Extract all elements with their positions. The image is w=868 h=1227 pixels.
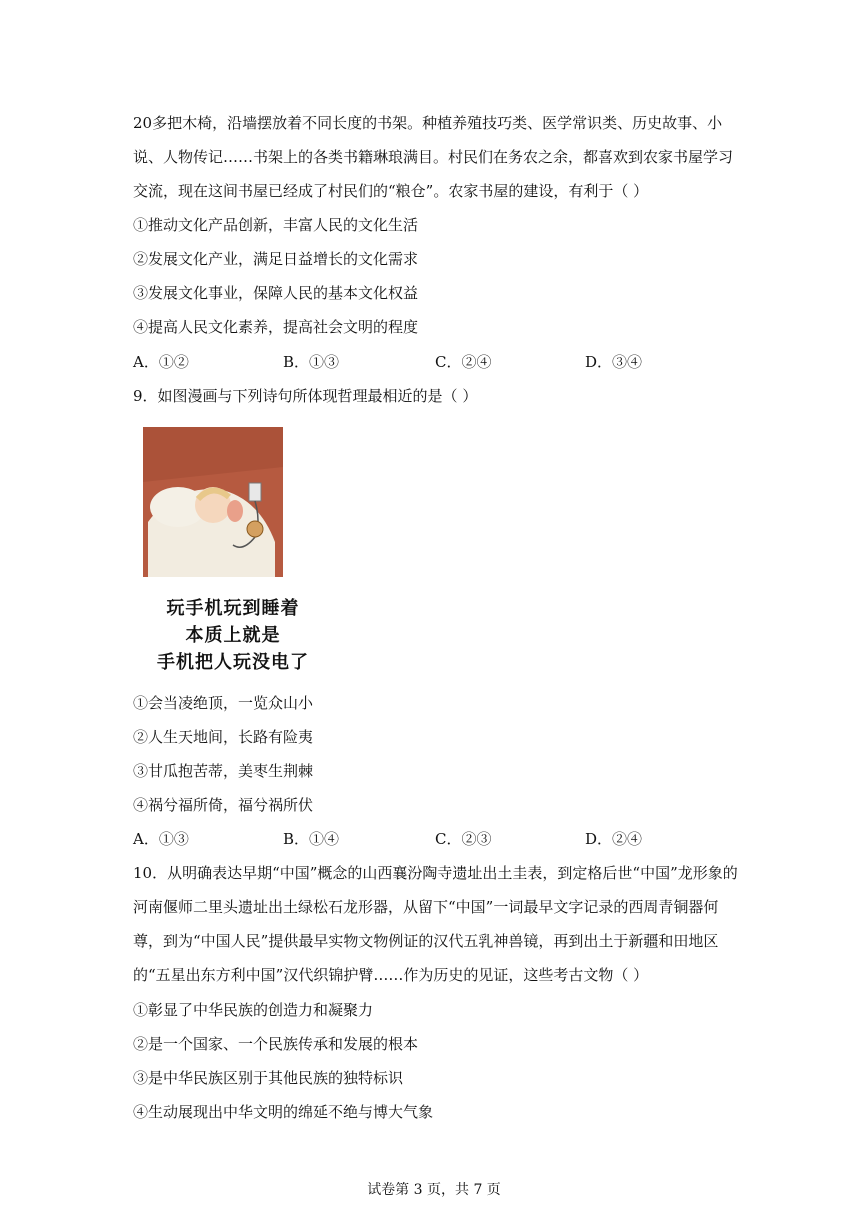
q9-item-3: ③甘瓜抱苦蒂，美枣生荆棘 [133,762,314,780]
q9-item-1: ①会当凌绝顶，一览众山小 [133,694,314,712]
q8-item-3: ③发展文化事业，保障人民的基本文化权益 [133,284,419,302]
q8-item-1: ①推动文化产品创新，丰富人民的文化生活 [133,216,419,234]
q10-item-1: ①彰显了中华民族的创造力和凝聚力 [133,1001,374,1019]
q8-stem: 20多把木椅，沿墙摆放着不同长度的书架。种植养殖技巧类、医学常识类、历史故事、小说、人物传记……书架上的各类书籍琳琅满目。村民们在务农之余，都喜欢到农家书屋学习交流，现在这间书屋已经成了村民们的“粮仓”。农家书屋的建设，有利于（ ） [133,114,734,200]
hand [227,500,243,522]
q8-choice-c: C．②④ [435,353,492,371]
q8-choice-d: D．③④ [585,353,643,371]
q9-choices [133,829,693,849]
teddy-bear [247,521,263,537]
q9-choice-d: D．②④ [585,830,643,848]
q9-choice-c: C．②③ [435,830,492,848]
q8-choice-b: B．①③ [283,353,340,371]
q8-choices [133,352,693,372]
q8-choice-a: A．①② [133,353,189,371]
q10-item-2: ②是一个国家、一个民族传承和发展的根本 [133,1035,419,1053]
page-footer: 试卷第 3 页，共 7 页 [367,1182,501,1198]
q9-choice-b: B．①④ [283,830,340,848]
q10-item-4: ④生动展现出中华文明的绵延不绝与博大气象 [133,1103,434,1121]
phone-charger [249,483,261,501]
q8-item-2: ②发展文化产业，满足日益增长的文化需求 [133,250,419,268]
cartoon-caption-3: 手机把人玩没电了 [157,652,309,673]
q10-stem: 10．从明确表达早期“中国”概念的山西襄汾陶寺遗址出土圭表，到定格后世“中国”龙形象的河南偃师二里头遗址出土绿松石龙形器，从留下“中国”一词最早文字记录的西周青铜器何尊，到为“中国人民”提供最早实物文物例证的汉代五乳神兽镜，再到出土于新疆和田地区的“五星出东方利中国”汉代织锦护臂……作为历史的见证，这些考古文物（ ） [133,864,738,984]
q9-choice-a: A．①③ [133,830,189,848]
cartoon-caption-1: 玩手机玩到睡着 [166,598,300,619]
cartoon-sleeping-with-phone [143,427,283,577]
q8-item-4: ④提高人民文化素养，提高社会文明的程度 [133,318,419,336]
q9-stem: 9．如图漫画与下列诗句所体现哲理最相近的是（ ） [133,387,478,405]
cartoon-caption-2: 本质上就是 [185,625,281,646]
q9-item-2: ②人生天地间，长路有险夷 [133,728,314,746]
q10-item-3: ③是中华民族区别于其他民族的独特标识 [133,1069,404,1087]
q9-item-4: ④祸兮福所倚，福兮祸所伏 [133,796,314,814]
